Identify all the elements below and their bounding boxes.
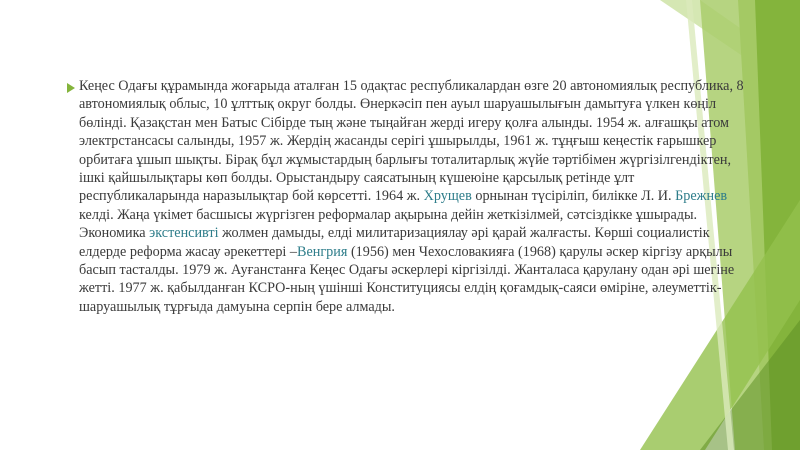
link-khrushchev[interactable]: Хрущев	[423, 188, 472, 205]
paragraph-part-3: келді. Жаңа үкімет басшысы жүргізген реформалар ақырына дейін жеткізілмей, сәтсіздікке ұшырады. Экономика	[79, 206, 698, 242]
paragraph-part-1: Кеңес Одағы құрамында жоғарыда аталған 15 одақтас республикалардан өзге 20 автономиялық республика, 8 автономиялық облыс, 10 ұлттық округ болды. Өнеркәсіп пен ауыл шаруашылығын дамытуға үлкен көңіл бөлінді. Қазақстан мен Батыс Сібірде тың және тыңайған жерді игеру қолға алынды. 1954 ж. алғашқы атом электрстансасы салынды, 1957 ж. Жердің жасанды серігі ұшырылды, 1961 ж. тұңғыш кеңестік ғарышкер орбитаға ұшып шықты. Бірақ бұл жұмыстардың барлығы тоталитарлық жүйе тәртібімен жүргізілгендіктен, ішкі қайшылықтары көп болды. Орыстандыру саясатының күшеюіне қарсылық ретінде ұлт республикаларында наразылықтар бой көрсетті. 1964 ж.	[79, 78, 744, 205]
body-paragraph	[79, 77, 745, 316]
paragraph-part-4: жолмен дамыды, елді милитаризациялау әрі қарай жалғасты. Көрші социалистік елдерде реформа жасау әрекеттері –	[79, 225, 710, 260]
link-hungary[interactable]: Венгрия	[297, 243, 348, 260]
paragraph-part-5: (1956) мен Чехословакияға (1968) қарулы әскер кіргізу арқылы басып тасталды. 1979 ж. Ауғанстанға Кеңес Одағы әскерлері кіргізілді. Жанталаса қарулану одан әрі шегіне жетті. 1977 ж. қабылданған КСРО-ның үшінші Конституциясы елдің қоғамдық-саяси өміріне, әлеуметтік-шаруашылық тұрғыда дамуына серпін бере алмады.	[79, 243, 735, 315]
link-brezhnev[interactable]: Брежнев	[675, 188, 728, 205]
link-extensive[interactable]: экстенсивті	[149, 225, 219, 242]
bullet-arrow-icon	[67, 83, 75, 93]
paragraph-part-2: орнынан түсіріліп, билікке Л. И.	[471, 188, 676, 205]
